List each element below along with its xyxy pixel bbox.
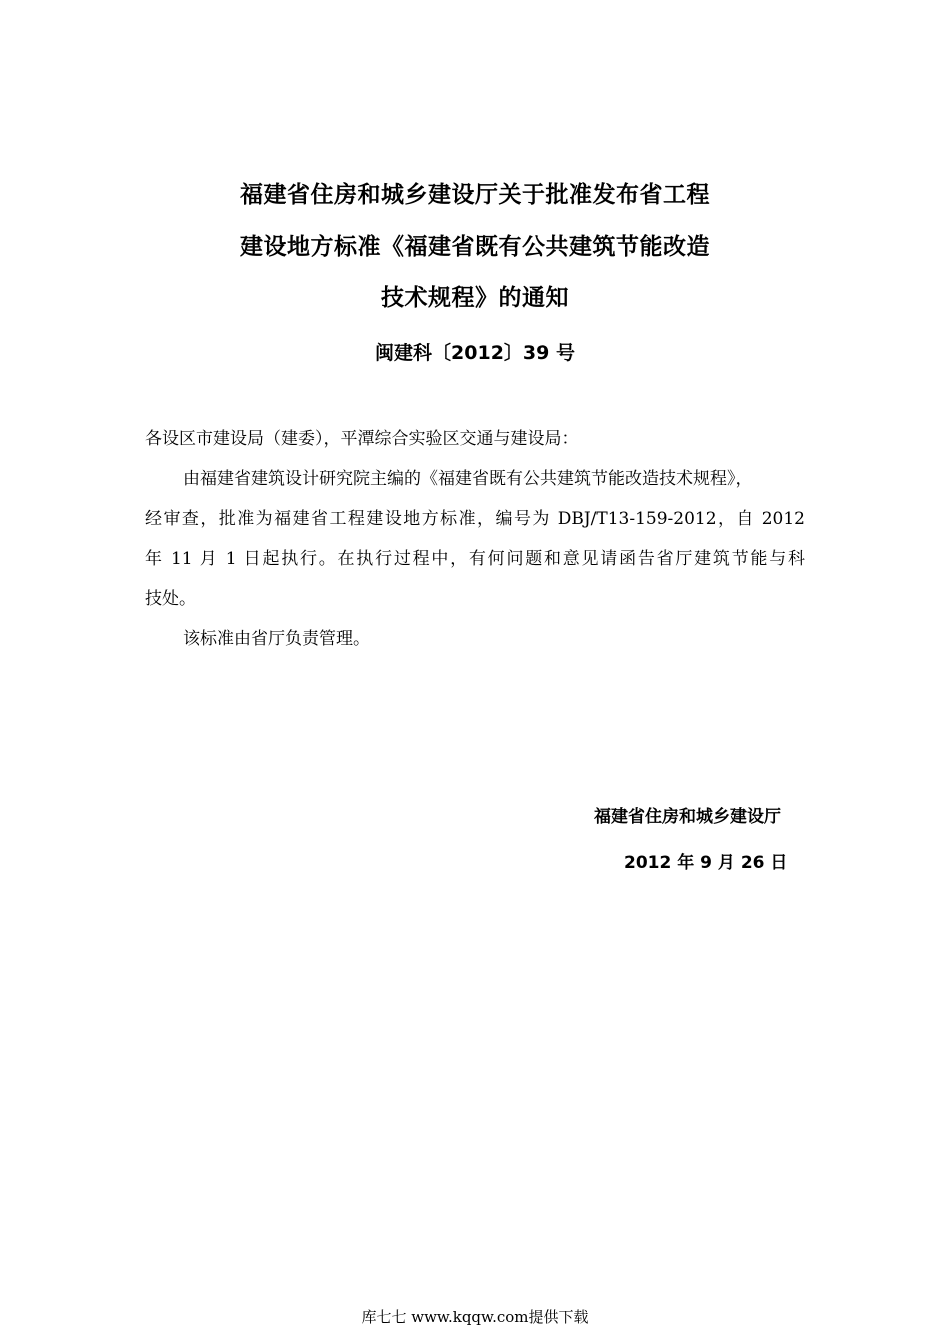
title-line-1: 福建省住房和城乡建设厅关于批准发布省工程 — [240, 182, 710, 208]
title-line-3: 技术规程》的通知 — [381, 285, 569, 311]
footer-watermark: 库七七 www.kqqw.com提供下载 — [361, 1308, 589, 1326]
salutation: 各设区市建设局（建委），平潭综合实验区交通与建设局： — [145, 429, 579, 449]
document-number: 闽建科〔2012〕39 号 — [375, 342, 575, 364]
paragraph-1-line-1: 由福建省建筑设计研究院主编的《福建省既有公共建筑节能改造技术规程》， — [183, 469, 753, 489]
title-line-2: 建设地方标准《福建省既有公共建筑节能改造 — [240, 234, 710, 260]
paragraph-1-line-3: 年 11 月 1 日起执行。在执行过程中，有何问题和意见请函告省厅建筑节能与科 — [145, 549, 805, 569]
paragraph-1-line-2: 经审查，批准为福建省工程建设地方标准，编号为 DBJ/T13-159-2012，自 2012 — [145, 509, 805, 529]
signature-organization: 福建省住房和城乡建设厅 — [594, 807, 781, 827]
paragraph-1-line-4: 技处。 — [145, 589, 196, 609]
signature-date: 2012 年 9 月 26 日 — [624, 853, 788, 873]
paragraph-2: 该标准由省厅负责管理。 — [183, 629, 370, 649]
